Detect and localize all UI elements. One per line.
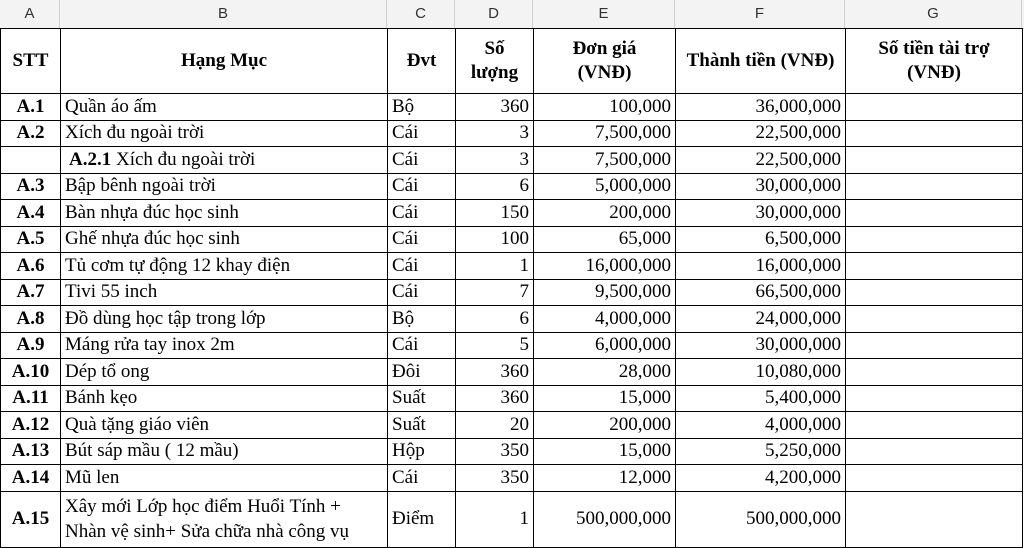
cell-total[interactable]: 22,500,000 — [676, 120, 846, 147]
cell-total[interactable]: 16,000,000 — [676, 253, 846, 280]
column-header-g[interactable]: G — [845, 0, 1022, 28]
sub-item-label: Xích đu ngoài trời — [115, 148, 256, 170]
cell-sponsor[interactable] — [846, 359, 1023, 386]
cell-sponsor[interactable] — [846, 200, 1023, 227]
cell-sponsor[interactable] — [846, 94, 1023, 121]
cell-item[interactable]: Bút sáp mầu ( 12 mầu) — [61, 438, 388, 465]
column-header-f[interactable]: F — [675, 0, 845, 28]
cell-item[interactable]: Tủ cơm tự động 12 khay điện — [61, 253, 388, 280]
cell-sponsor[interactable] — [846, 412, 1023, 439]
cell-qty[interactable]: 350 — [456, 465, 534, 492]
cell-price[interactable]: 6,000,000 — [534, 332, 676, 359]
table-row — [1, 412, 1023, 439]
cell-price[interactable]: 12,000 — [534, 465, 676, 492]
cell-total[interactable]: 66,500,000 — [676, 279, 846, 306]
cell-price[interactable]: 15,000 — [534, 385, 676, 412]
cell-stt[interactable]: A.15 — [1, 491, 61, 547]
cell-qty[interactable]: 360 — [456, 359, 534, 386]
cell-stt[interactable]: A.14 — [1, 465, 61, 492]
cell-total[interactable]: 30,000,000 — [676, 332, 846, 359]
cell-stt[interactable] — [1, 147, 61, 174]
cell-stt[interactable]: A.7 — [1, 279, 61, 306]
cell-stt[interactable]: A.8 — [1, 306, 61, 333]
cell-price[interactable]: 15,000 — [534, 438, 676, 465]
cell-item[interactable]: Máng rửa tay inox 2m — [61, 332, 388, 359]
cell-unit[interactable]: Cái — [388, 332, 456, 359]
table-row — [1, 306, 1023, 333]
cell-stt[interactable]: A.2 — [1, 120, 61, 147]
cell-qty[interactable]: 3 — [456, 120, 534, 147]
header-row — [1, 29, 1023, 94]
cell-sponsor[interactable] — [846, 226, 1023, 253]
cell-sponsor[interactable] — [846, 491, 1023, 547]
cell-sponsor[interactable] — [846, 279, 1023, 306]
cell-stt[interactable]: A.13 — [1, 438, 61, 465]
cell-price[interactable]: 200,000 — [534, 412, 676, 439]
table-row — [1, 147, 1023, 174]
table-row — [1, 332, 1023, 359]
cell-item[interactable]: Đồ dùng học tập trong lớp — [61, 306, 388, 333]
cell-unit[interactable]: Bộ — [388, 306, 456, 333]
cell-unit[interactable]: Cái — [388, 120, 456, 147]
cell-stt[interactable]: A.11 — [1, 385, 61, 412]
header-so-luong-line1: Số — [484, 38, 505, 59]
header-tai-tro-line2: (VNĐ) — [907, 62, 961, 83]
cell-stt[interactable]: A.12 — [1, 412, 61, 439]
header-don-gia-line1: Đơn giá — [572, 38, 637, 59]
cell-qty[interactable]: 5 — [456, 332, 534, 359]
table-row — [1, 438, 1023, 465]
cell-total[interactable]: 36,000,000 — [676, 94, 846, 121]
cell-item[interactable]: Mũ len — [61, 465, 388, 492]
cell-total[interactable]: 30,000,000 — [676, 200, 846, 227]
table-row — [1, 279, 1023, 306]
cell-total[interactable]: 500,000,000 — [676, 491, 846, 547]
cell-sponsor[interactable] — [846, 332, 1023, 359]
header-thanh-tien[interactable]: Thành tiền (VNĐ) — [676, 29, 846, 94]
cell-stt[interactable]: A.5 — [1, 226, 61, 253]
header-tai-tro-line1: Số tiền tài trợ — [878, 38, 990, 59]
cell-price[interactable]: 4,000,000 — [534, 306, 676, 333]
cell-unit[interactable]: Cái — [388, 465, 456, 492]
cell-qty[interactable]: 6 — [456, 306, 534, 333]
column-header-d[interactable]: D — [455, 0, 533, 28]
cell-total[interactable]: 10,080,000 — [676, 359, 846, 386]
cell-total[interactable]: 24,000,000 — [676, 306, 846, 333]
cell-price[interactable]: 28,000 — [534, 359, 676, 386]
cell-qty[interactable]: 7 — [456, 279, 534, 306]
cell-item[interactable]: Xích đu ngoài trời — [61, 120, 388, 147]
header-dvt[interactable]: Đvt — [388, 29, 456, 94]
table-row — [1, 465, 1023, 492]
cell-stt[interactable]: A.10 — [1, 359, 61, 386]
cell-price[interactable]: 65,000 — [534, 226, 676, 253]
cell-sponsor[interactable] — [846, 120, 1023, 147]
cell-price[interactable]: 5,000,000 — [534, 173, 676, 200]
cell-unit[interactable]: Suất — [388, 385, 456, 412]
cell-sponsor[interactable] — [846, 253, 1023, 280]
cell-price[interactable]: 100,000 — [534, 94, 676, 121]
cell-unit[interactable]: Cái — [388, 200, 456, 227]
column-header-b[interactable]: B — [60, 0, 387, 28]
cell-item[interactable]: Bập bênh ngoài trời — [61, 173, 388, 200]
cell-unit[interactable]: Cái — [388, 147, 456, 174]
header-hang-muc[interactable]: Hạng Mục — [61, 29, 388, 94]
cell-qty[interactable]: 100 — [456, 226, 534, 253]
cell-qty[interactable]: 1 — [456, 491, 534, 547]
cell-qty[interactable]: 20 — [456, 412, 534, 439]
table-row — [1, 226, 1023, 253]
cell-qty[interactable]: 360 — [456, 385, 534, 412]
cell-item[interactable]: Dép tổ ong — [61, 359, 388, 386]
cell-item[interactable] — [61, 491, 388, 547]
cell-item[interactable]: Ghế nhựa đúc học sinh — [61, 226, 388, 253]
cell-stt[interactable]: A.6 — [1, 253, 61, 280]
cell-price[interactable]: 200,000 — [534, 200, 676, 227]
header-don-gia-line2: (VNĐ) — [577, 62, 632, 83]
cell-qty[interactable]: 1 — [456, 253, 534, 280]
cell-unit[interactable]: Cái — [388, 279, 456, 306]
cell-stt[interactable]: A.1 — [1, 94, 61, 121]
cell-sponsor[interactable] — [846, 465, 1023, 492]
cell-qty[interactable]: 6 — [456, 173, 534, 200]
header-don-gia[interactable] — [534, 29, 676, 94]
header-so-luong[interactable] — [456, 29, 534, 94]
cell-unit[interactable]: Bộ — [388, 94, 456, 121]
cell-unit[interactable]: Cái — [388, 226, 456, 253]
cell-price[interactable]: 16,000,000 — [534, 253, 676, 280]
cell-item[interactable]: Bánh kẹo — [61, 385, 388, 412]
header-so-luong-line2: lượng — [470, 62, 519, 83]
sub-item-code: A.2.1 — [69, 148, 112, 170]
cell-qty[interactable]: 150 — [456, 200, 534, 227]
cell-item[interactable]: Quần áo ấm — [61, 94, 388, 121]
cell-unit[interactable]: Đôi — [388, 359, 456, 386]
cell-qty[interactable]: 350 — [456, 438, 534, 465]
cell-sponsor[interactable] — [846, 173, 1023, 200]
cell-item[interactable]: Quà tặng giáo viên — [61, 412, 388, 439]
cell-total[interactable]: 4,200,000 — [676, 465, 846, 492]
cell-sponsor[interactable] — [846, 147, 1023, 174]
cell-price[interactable]: 500,000,000 — [534, 491, 676, 547]
table-row — [1, 94, 1023, 121]
cell-item[interactable] — [61, 147, 388, 174]
column-header-bar — [0, 0, 1024, 29]
table-row — [1, 253, 1023, 280]
table-row — [1, 491, 1023, 547]
cell-stt[interactable]: A.4 — [1, 200, 61, 227]
cell-total[interactable]: 5,400,000 — [676, 385, 846, 412]
cell-unit[interactable]: Điểm — [388, 491, 456, 547]
item-line-1: Xây mới Lớp học điểm Huổi Tính + — [65, 496, 341, 517]
cell-qty[interactable]: 360 — [456, 94, 534, 121]
cell-item[interactable]: Tivi 55 inch — [61, 279, 388, 306]
cell-qty[interactable]: 3 — [456, 147, 534, 174]
budget-table — [0, 28, 1023, 548]
column-header-e[interactable]: E — [533, 0, 675, 28]
header-stt[interactable]: STT — [1, 29, 61, 94]
cell-stt[interactable]: A.3 — [1, 173, 61, 200]
cell-unit[interactable]: Cái — [388, 173, 456, 200]
cell-stt[interactable]: A.9 — [1, 332, 61, 359]
cell-unit[interactable]: Suất — [388, 412, 456, 439]
cell-total[interactable]: 22,500,000 — [676, 147, 846, 174]
cell-total[interactable]: 6,500,000 — [676, 226, 846, 253]
cell-price[interactable]: 7,500,000 — [534, 147, 676, 174]
table-row — [1, 173, 1023, 200]
table-row — [1, 385, 1023, 412]
item-line-2: Nhàn vệ sinh+ Sửa chữa nhà công vụ — [65, 521, 350, 542]
cell-sponsor[interactable] — [846, 385, 1023, 412]
cell-price[interactable]: 7,500,000 — [534, 120, 676, 147]
cell-item[interactable]: Bàn nhựa đúc học sinh — [61, 200, 388, 227]
cell-price[interactable]: 9,500,000 — [534, 279, 676, 306]
cell-sponsor[interactable] — [846, 438, 1023, 465]
cell-unit[interactable]: Cái — [388, 253, 456, 280]
column-header-c[interactable]: C — [387, 0, 455, 28]
table-row — [1, 359, 1023, 386]
cell-unit[interactable]: Hộp — [388, 438, 456, 465]
cell-total[interactable]: 30,000,000 — [676, 173, 846, 200]
column-header-a[interactable]: A — [0, 0, 60, 28]
table-row — [1, 120, 1023, 147]
table-row — [1, 200, 1023, 227]
header-so-tien-tai-tro[interactable] — [846, 29, 1023, 94]
cell-sponsor[interactable] — [846, 306, 1023, 333]
cell-total[interactable]: 5,250,000 — [676, 438, 846, 465]
cell-total[interactable]: 4,000,000 — [676, 412, 846, 439]
